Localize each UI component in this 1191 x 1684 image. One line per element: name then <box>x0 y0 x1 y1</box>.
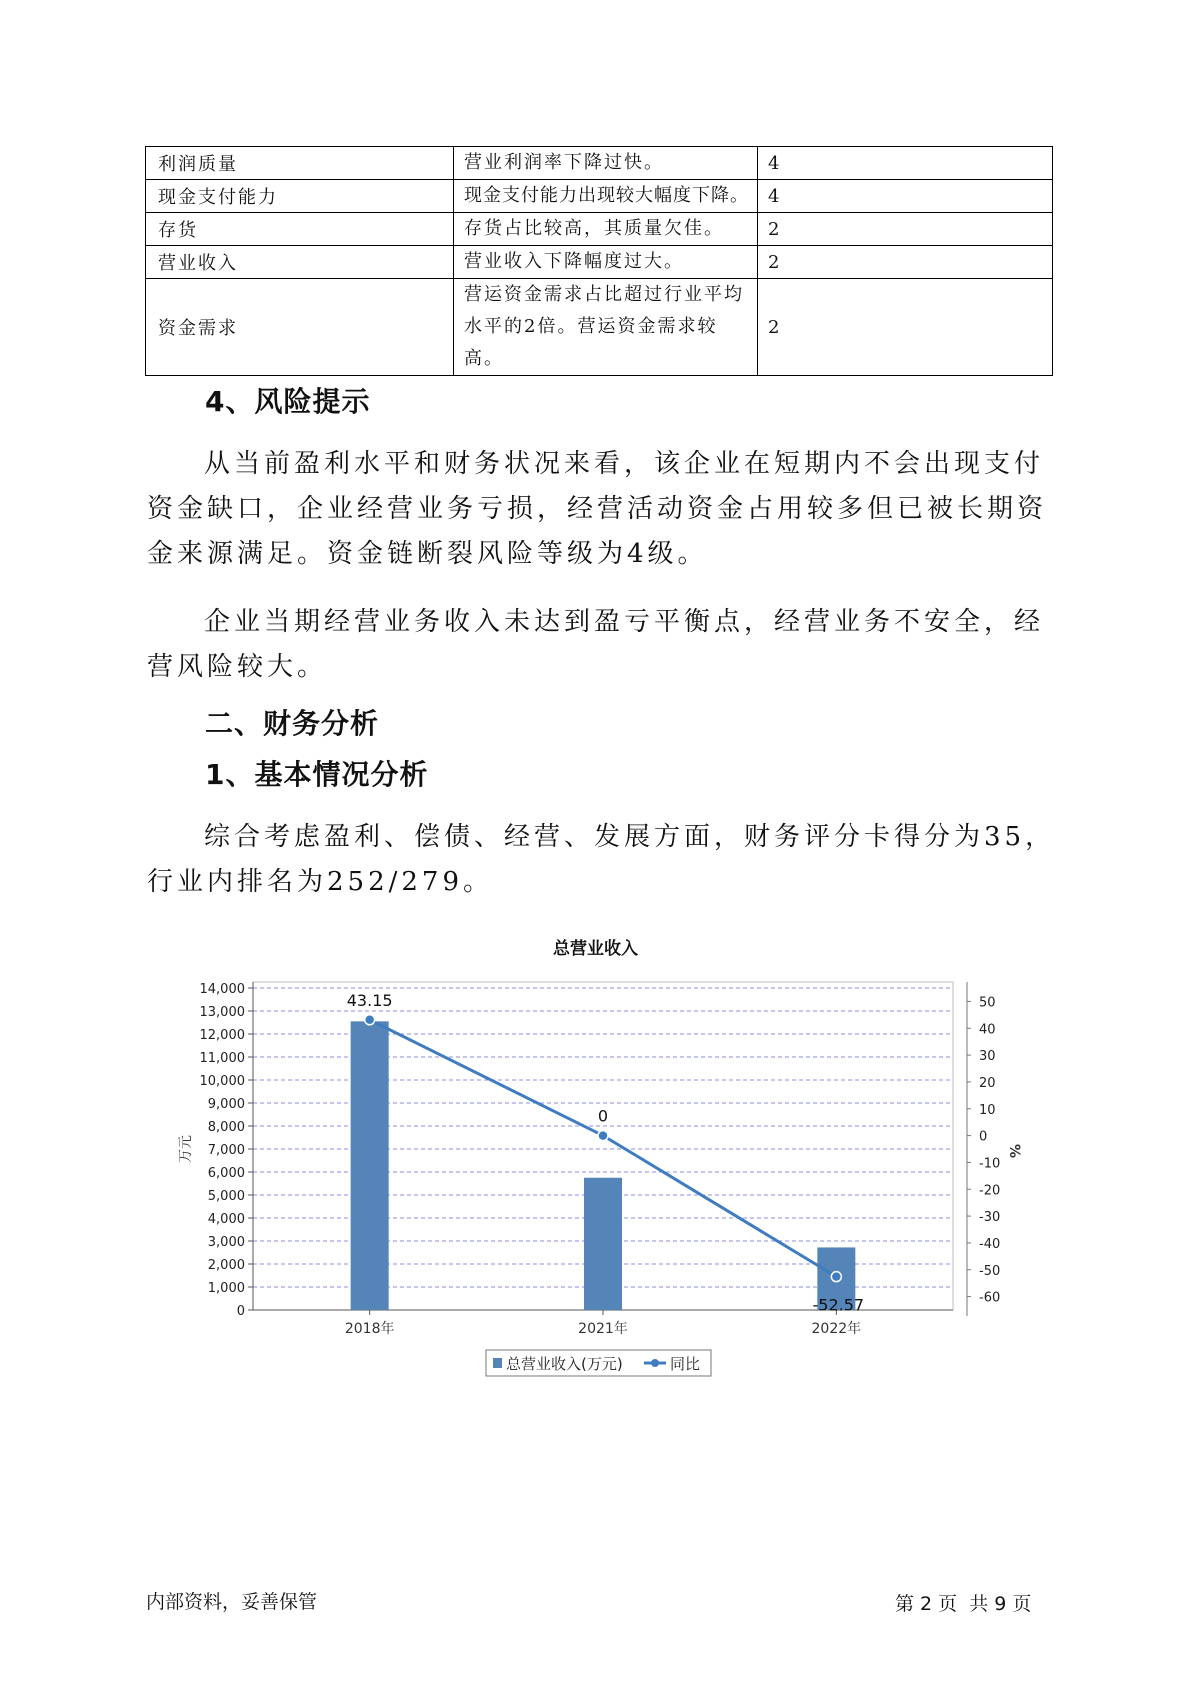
series-point <box>365 1015 375 1025</box>
x-tick-label: 2018年 <box>344 1321 395 1337</box>
y-left-tick-label: 13,000 <box>199 1005 245 1020</box>
y-right-tick-label: -10 <box>979 1156 1001 1172</box>
footer-page-number: 第 2 页 共 9 页 <box>895 1593 1032 1615</box>
legend-bar-swatch <box>493 1358 502 1368</box>
chart-title: 总营业收入 <box>553 939 638 959</box>
bar <box>351 1021 389 1310</box>
y-right-tick-label: -20 <box>979 1183 1001 1199</box>
table-cell-desc: 现金支付能力出现较大幅度下降。 <box>454 180 758 213</box>
y-right-tick-label: -40 <box>979 1236 1001 1252</box>
footer-confidential: 内部资料，妥善保管 <box>146 1591 318 1613</box>
table-cell-desc: 营业收入下降幅度过大。 <box>454 246 758 279</box>
y-left-tick-label: 0 <box>236 1304 245 1319</box>
legend-line-label: 同比 <box>670 1355 701 1373</box>
table-cell-item: 存货 <box>146 213 454 246</box>
subsection-heading-basic: 1、基本情况分析 <box>205 758 429 791</box>
y-right-tick-label: 50 <box>979 995 996 1011</box>
table-cell-desc: 存货占比较高，其质量欠佳。 <box>454 213 758 246</box>
y-right-tick-label: 20 <box>979 1075 996 1091</box>
risk-paragraph-1-text: 从当前盈利水平和财务状况来看，该企业在短期内不会出现支付资金缺口，企业经营业务亏损，经营活动资金占用较多但已被长期资金来源满足。资金链断裂风险等级为4级。 <box>147 449 1048 569</box>
finance-paragraph-text: 综合考虑盈利、偿债、经营、发展方面，财务评分卡得分为35，行业内排名为252/279。 <box>147 822 1056 897</box>
table-cell-item: 利润质量 <box>146 147 454 180</box>
y-right-tick-label: 0 <box>979 1129 988 1145</box>
y-left-tick-label: 8,000 <box>207 1120 245 1135</box>
y-left-tick-label: 4,000 <box>207 1212 245 1227</box>
legend-bar-label: 总营业收入(万元) <box>506 1355 623 1373</box>
y-right-tick-label: 30 <box>979 1049 996 1065</box>
y-left-axis-title: 万元 <box>178 1135 194 1163</box>
y-left-tick-label: 6,000 <box>207 1166 245 1181</box>
y-right-tick-label: -50 <box>979 1263 1001 1279</box>
table-cell-item: 资金需求 <box>146 279 454 376</box>
x-tick-label: 2022年 <box>811 1321 862 1337</box>
y-right-tick-label: 40 <box>979 1022 996 1038</box>
y-left-tick-label: 12,000 <box>199 1028 245 1043</box>
table-cell-item: 营业收入 <box>146 246 454 279</box>
y-left-tick-label: 10,000 <box>199 1074 245 1089</box>
y-left-tick-label: 7,000 <box>207 1143 245 1158</box>
y-right-tick-label: -30 <box>979 1210 1001 1226</box>
table-cell-level: 2 <box>758 213 1053 246</box>
x-tick-label: 2021年 <box>578 1321 628 1337</box>
table-cell-desc: 营运资金需求占比超过行业平均水平的2倍。营运资金需求较高。 <box>454 279 758 376</box>
y-right-tick-label: -60 <box>979 1290 1001 1306</box>
series-point <box>598 1131 608 1141</box>
table-cell-level: 2 <box>758 246 1053 279</box>
y-left-tick-label: 3,000 <box>207 1235 245 1250</box>
series-point <box>831 1272 841 1282</box>
section-heading-risk: 4、风险提示 <box>205 385 371 418</box>
data-label: 43.15 <box>346 990 393 1010</box>
y-left-tick-label: 14,000 <box>199 982 245 997</box>
table-cell-level: 4 <box>758 180 1053 213</box>
y-left-tick-label: 5,000 <box>207 1189 245 1204</box>
table-cell-level: 2 <box>758 279 1053 376</box>
risk-paragraph-2-text: 企业当期经营业务收入未达到盈亏平衡点，经营业务不安全，经营风险较大。 <box>147 607 1045 682</box>
y-right-tick-label: 10 <box>979 1102 996 1118</box>
table-cell-level: 4 <box>758 147 1053 180</box>
y-left-tick-label: 2,000 <box>207 1258 245 1273</box>
data-label: -52.57 <box>812 1295 865 1315</box>
y-left-tick-label: 1,000 <box>207 1281 245 1296</box>
legend-line-marker <box>651 1359 659 1367</box>
table-cell-item: 现金支付能力 <box>146 180 454 213</box>
section-heading-finance: 二、财务分析 <box>205 707 380 740</box>
y-left-tick-label: 9,000 <box>207 1097 245 1112</box>
y-left-tick-label: 11,000 <box>199 1051 245 1066</box>
bar <box>584 1178 622 1310</box>
table-cell-desc: 营业利润率下降过快。 <box>454 147 758 180</box>
data-label: 0 <box>597 1106 609 1126</box>
y-right-axis-title: % <box>1006 1143 1022 1159</box>
